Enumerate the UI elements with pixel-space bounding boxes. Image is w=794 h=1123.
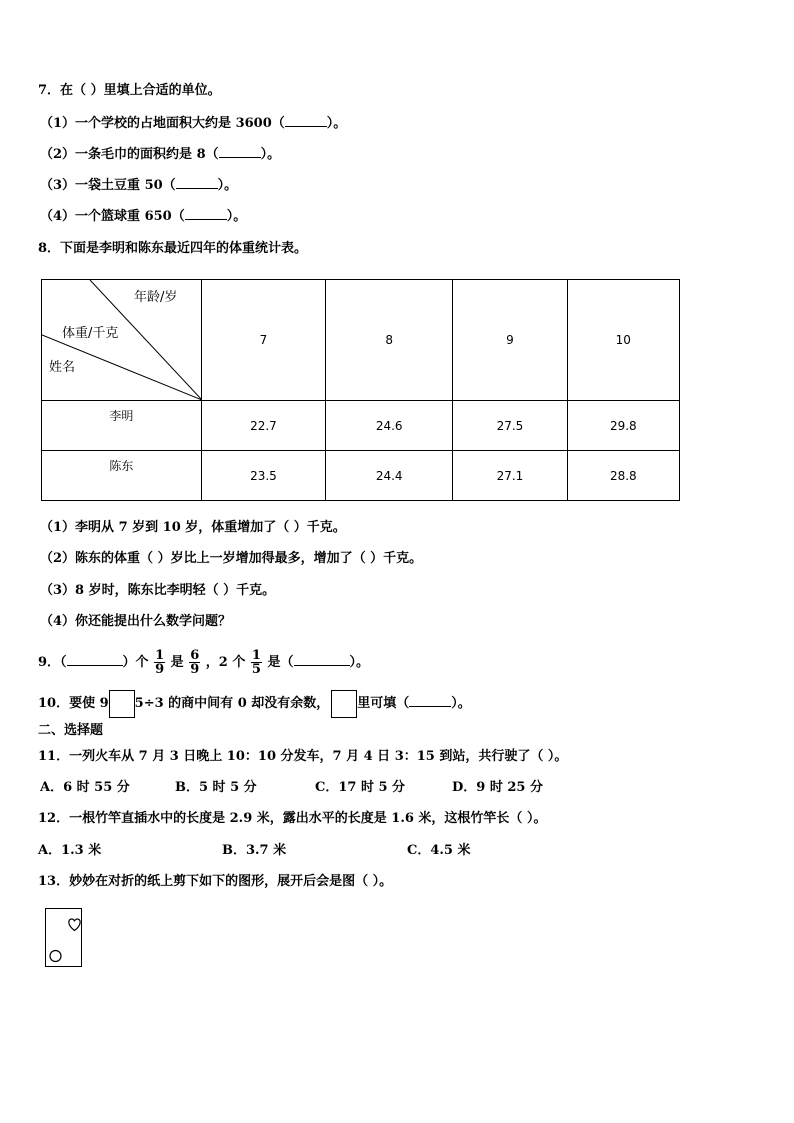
q11-option-a[interactable]: A．6 时 55 分 bbox=[40, 780, 130, 795]
value-cell: 24.6 bbox=[326, 401, 453, 451]
header-age-label: 年龄/岁 bbox=[134, 290, 178, 305]
cutout-shapes bbox=[46, 909, 81, 966]
header-name-label: 姓名 bbox=[49, 360, 76, 375]
table-header-corner bbox=[42, 280, 202, 401]
q7-item-3: （3）一袋土豆重 50（ ）。 bbox=[40, 178, 238, 193]
age-cell: 8 bbox=[326, 280, 453, 401]
q7-item-1: （1）一个学校的占地面积大约是 3600（ ）。 bbox=[40, 116, 347, 131]
q8-item-4: （4）你还能提出什么数学问题？ bbox=[40, 614, 232, 629]
fraction-1-5: $\frac{1}{5}$ bbox=[251, 648, 261, 677]
name-cell: 李明 bbox=[42, 401, 202, 451]
q9-line: 9．（ ）个 $\frac{1}{9}$ 是 $\frac{6}{9}$ ，2 个 $\frac{1}{5}$ 是（ ）。 bbox=[38, 639, 369, 677]
q12-option-b[interactable]: B．3.7 米 bbox=[222, 843, 287, 858]
q8-title: 8．下面是李明和陈东最近四年的体重统计表。 bbox=[38, 241, 308, 256]
value-cell: 28.8 bbox=[567, 451, 679, 501]
q13-title: 13．妙妙在对折的纸上剪下如下的图形，展开后会是图（ ）。 bbox=[38, 874, 393, 889]
q10-line: 10．要使 9 5÷3 的商中间有 0 却没有余数， 里可填（ ）。 bbox=[38, 684, 471, 714]
folded-paper-figure bbox=[45, 908, 82, 967]
q7-item-2: （2）一条毛巾的面积约是 8（ ）。 bbox=[40, 147, 281, 162]
name-cell: 陈东 bbox=[42, 451, 202, 501]
heart-icon bbox=[69, 919, 80, 931]
q12-option-c[interactable]: C．4.5 米 bbox=[407, 843, 471, 858]
fraction-1-9: $\frac{1}{9}$ bbox=[155, 648, 165, 677]
answer-blank[interactable] bbox=[176, 176, 218, 189]
age-cell: 7 bbox=[201, 280, 325, 401]
value-cell: 22.7 bbox=[201, 401, 325, 451]
answer-blank[interactable] bbox=[185, 207, 227, 220]
digit-box[interactable] bbox=[109, 690, 135, 718]
answer-blank[interactable] bbox=[219, 145, 261, 158]
header-weight-label: 体重/千克 bbox=[62, 326, 119, 341]
answer-blank[interactable] bbox=[285, 114, 327, 127]
circle-icon bbox=[50, 951, 61, 962]
age-cell: 9 bbox=[453, 280, 567, 401]
value-cell: 23.5 bbox=[201, 451, 325, 501]
q11-option-b[interactable]: B．5 时 5 分 bbox=[175, 780, 257, 795]
age-cell: 10 bbox=[567, 280, 679, 401]
value-cell: 29.8 bbox=[567, 401, 679, 451]
q8-item-1: （1）李明从 7 岁到 10 岁，体重增加了（ ）千克。 bbox=[40, 520, 346, 535]
digit-box[interactable] bbox=[331, 690, 357, 718]
q7-title: 7．在（ ）里填上合适的单位。 bbox=[38, 83, 221, 98]
q11-option-c[interactable]: C．17 时 5 分 bbox=[315, 780, 406, 795]
q12-option-a[interactable]: A．1.3 米 bbox=[38, 843, 102, 858]
value-cell: 27.1 bbox=[453, 451, 567, 501]
answer-blank[interactable] bbox=[294, 639, 350, 666]
value-cell: 27.5 bbox=[453, 401, 567, 451]
table-row bbox=[42, 401, 680, 451]
q12-title: 12．一根竹竿直插水中的长度是 2.9 米，露出水平的长度是 1.6 米，这根竹竿长（ ）。 bbox=[38, 811, 547, 826]
fraction-6-9: $\frac{6}{9}$ bbox=[190, 648, 200, 677]
section-title: 二、选择题 bbox=[38, 723, 104, 738]
value-cell: 24.4 bbox=[326, 451, 453, 501]
table-row bbox=[42, 451, 680, 501]
q7-item-4: （4）一个篮球重 650（ ）。 bbox=[40, 209, 247, 224]
q8-item-2: （2）陈东的体重（ ）岁比上一岁增加得最多，增加了（ ）千克。 bbox=[40, 551, 423, 566]
q11-title: 11．一列火车从 7 月 3 日晚上 10：10 分发车，7 月 4 日 3：15 到站，共行驶了（ ）。 bbox=[38, 749, 568, 764]
answer-blank[interactable] bbox=[409, 684, 451, 707]
q8-item-3: （3）8 岁时，陈东比李明轻（ ）千克。 bbox=[40, 583, 276, 598]
weight-table bbox=[41, 279, 680, 501]
q11-option-d[interactable]: D．9 时 25 分 bbox=[452, 780, 543, 795]
answer-blank[interactable] bbox=[67, 639, 123, 666]
